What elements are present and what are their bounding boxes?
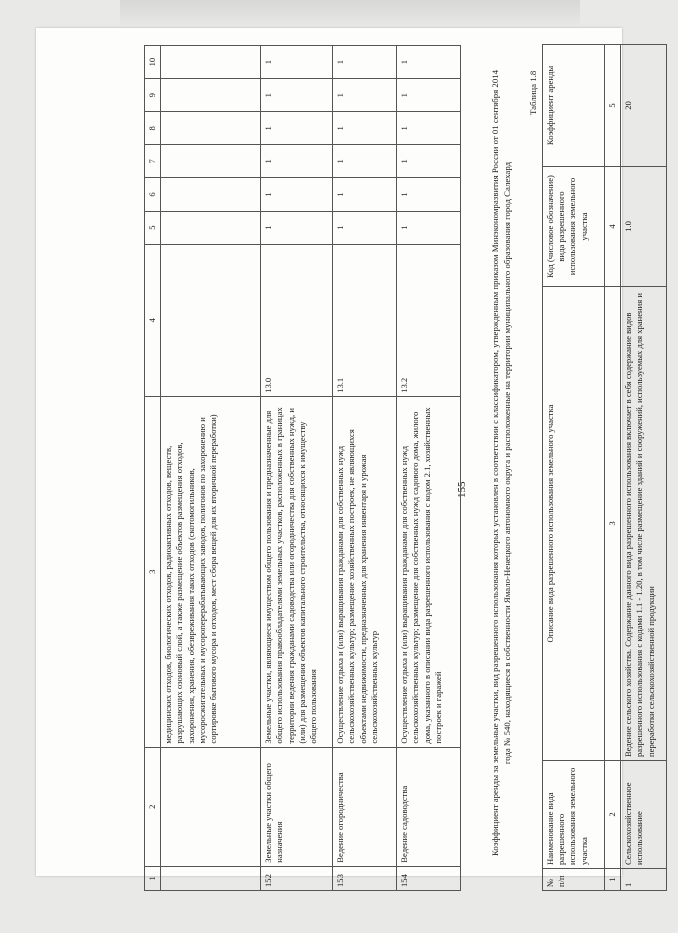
header-num: 9 xyxy=(145,79,161,112)
row-desc: медицинских отходов, биологических отходов, радиоактивных отходов, веществ, разрушающих озоновый слой, а также размещение объектов размещения отходов, захоронения, хранения, обезвреживания таких отходов (скотомогильников, мусоросжигательных и мусороперерабатывающих заводов, полигонов по захоронению и сортировке бытового мусора и отходов, мест сбора вещей для их вторичной переработки) xyxy=(161,396,261,747)
header-num: 2 xyxy=(145,747,161,866)
row-value: 1 xyxy=(261,211,333,244)
table-bottom xyxy=(542,44,667,891)
row-value: 1 xyxy=(397,145,461,178)
row-value: 1 xyxy=(261,112,333,145)
coefficient-paragraph: Коэффициент аренды за земельные участки, вид разрешенного использования которых установлен в соответствии с классификатором, утвержденным приказом Минэкономразвития России от 01 сентября 2014 года № 540, находящиеся в собственности Ямало-Ненецкого автономного округа и расположенные на территории муниципального образования город Салехард xyxy=(490,69,512,857)
row-value: 1 xyxy=(261,145,333,178)
header-num: 5 xyxy=(145,211,161,244)
header-num: 7 xyxy=(145,145,161,178)
row-name: Земельные участки общего назначения xyxy=(261,747,333,866)
row-value: 1 xyxy=(397,79,461,112)
header-num: 4 xyxy=(145,244,161,396)
table-bottom-number-row xyxy=(605,45,621,891)
row-value: 1 xyxy=(397,46,461,79)
row-code xyxy=(161,244,261,396)
row-value: 1 xyxy=(261,46,333,79)
row-num xyxy=(161,866,261,890)
table-top-number-row xyxy=(145,46,161,891)
row-code: 13.0 xyxy=(261,244,333,396)
row-value: 1 xyxy=(333,178,397,211)
table-row xyxy=(621,45,667,891)
header-num: 1 xyxy=(145,866,161,890)
row-coef: 20 xyxy=(621,45,667,167)
row-value: 1 xyxy=(333,79,397,112)
row-num: 152 xyxy=(261,866,333,890)
row-code: 13.1 xyxy=(333,244,397,396)
row-value: 1 xyxy=(261,79,333,112)
header-num: 5 xyxy=(605,45,621,167)
row-name: Сельскохозяйственное использование xyxy=(621,761,667,869)
table-bottom-header-row xyxy=(543,45,605,891)
rotated-content xyxy=(118,28,678,933)
row-value: 1 xyxy=(333,46,397,79)
row-value xyxy=(161,145,261,178)
header-num: 10 xyxy=(145,46,161,79)
row-name xyxy=(161,747,261,866)
header-num: 2 xyxy=(605,761,621,869)
header-num: 4 xyxy=(605,167,621,287)
header-cell: Код (числовое обозначение) вида разрешенного использования земельного участка xyxy=(543,167,605,287)
document-page xyxy=(36,28,656,887)
table-row xyxy=(333,46,397,891)
row-value: 1 xyxy=(333,112,397,145)
table-top xyxy=(144,45,461,891)
row-name: Ведение садоводства xyxy=(397,747,461,866)
header-cell: Коэффициент аренды xyxy=(543,45,605,167)
row-value xyxy=(161,46,261,79)
row-value xyxy=(161,112,261,145)
table-row xyxy=(261,46,333,891)
header-cell: № п/п xyxy=(543,869,605,891)
table-row xyxy=(397,46,461,891)
header-num: 1 xyxy=(605,869,621,891)
row-value xyxy=(161,211,261,244)
row-value xyxy=(161,79,261,112)
row-value: 1 xyxy=(397,178,461,211)
page-number: 155 xyxy=(456,481,468,498)
row-value: 1 xyxy=(397,211,461,244)
header-num: 8 xyxy=(145,112,161,145)
header-num: 3 xyxy=(605,287,621,761)
scan-shadow xyxy=(120,0,580,28)
row-num: 1 xyxy=(621,869,667,891)
row-value: 1 xyxy=(397,112,461,145)
row-value: 1 xyxy=(333,145,397,178)
row-desc: Осуществление отдыха и (или) выращивания гражданами для собственных нужд сельскохозяйственных культур; размещение хозяйственных построек, не являющихся объектами недвижимости, предназначенных для хранения инвентаря и урожая сельскохозяйственных культур xyxy=(333,396,397,747)
row-num: 154 xyxy=(397,866,461,890)
row-code: 1.0 xyxy=(621,167,667,287)
header-num: 3 xyxy=(145,396,161,747)
row-num: 153 xyxy=(333,866,397,890)
row-value: 1 xyxy=(261,178,333,211)
header-cell: Описание вида разрешенного использования земельного участка xyxy=(543,287,605,761)
table-caption: Таблица 1.8 xyxy=(528,70,538,115)
row-desc: Земельные участки, являющиеся имуществом общего пользования и предназначенные для общего использования правообладателями земельных участков, расположенных в границах территории ведения гражданами садоводства или огородничества для собственных нужд, и (или) для размещения объектов капитального строительства, относящихся к имуществу общего пользования xyxy=(261,396,333,747)
row-value: 1 xyxy=(333,211,397,244)
row-name: Ведение огородничества xyxy=(333,747,397,866)
header-num: 6 xyxy=(145,178,161,211)
row-desc: Ведение сельского хозяйства. Содержание данного вида разрешенного использования включает в себя содержание видов разрешенного использования с кодами 1.1 - 1.20, в том числе размещение зданий и сооружений, используемых для хранения и переработки сельскохозяйственной продукции xyxy=(621,287,667,761)
row-value xyxy=(161,178,261,211)
header-cell: Наименование вида разрешенного использования земельного участка xyxy=(543,761,605,869)
row-desc: Осуществление отдыха и (или) выращивания гражданами для собственных нужд сельскохозяйственных культур; размещение для собственных нужд садового дома, жилого дома, указанного в описании вида разрешенного использования с кодом 2.1, хозяйственных построек и гаражей xyxy=(397,396,461,747)
row-code: 13.2 xyxy=(397,244,461,396)
table-row xyxy=(161,46,261,891)
